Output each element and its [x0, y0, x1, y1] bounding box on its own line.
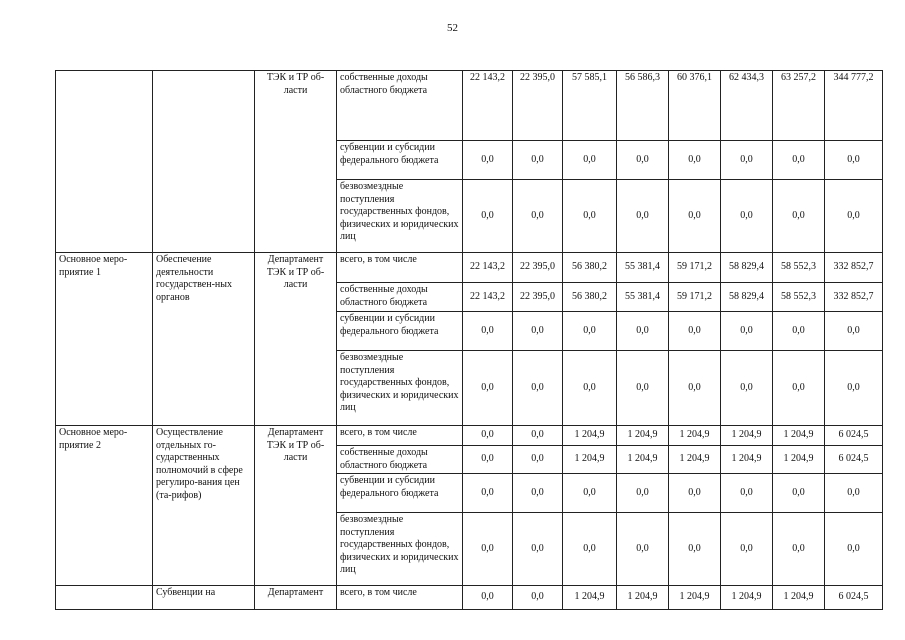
cell-value: 0,0 [617, 312, 669, 351]
cell-value: 0,0 [825, 180, 883, 253]
cell-value: 22 395,0 [513, 71, 563, 141]
cell-value: 1 204,9 [773, 446, 825, 474]
cell-value: 0,0 [513, 351, 563, 426]
cell-event [56, 586, 153, 610]
cell-value: 1 204,9 [721, 446, 773, 474]
cell-value: 0,0 [669, 513, 721, 586]
cell-value: 22 143,2 [463, 253, 513, 283]
cell-source: всего, в том числе [337, 426, 463, 446]
cell-source: всего, в том числе [337, 586, 463, 610]
cell-value: 0,0 [463, 312, 513, 351]
cell-executor: Департамент ТЭК и ТР об-ласти [255, 253, 337, 426]
cell-value: 0,0 [513, 586, 563, 610]
cell-value: 0,0 [513, 141, 563, 180]
cell-value: 0,0 [463, 586, 513, 610]
table-row [56, 253, 883, 283]
cell-value: 58 829,4 [721, 253, 773, 283]
budget-table [55, 70, 883, 610]
cell-source: безвозмездные поступления государственных фондов, физических и юридических лиц [337, 180, 463, 253]
cell-value: 57 585,1 [563, 71, 617, 141]
cell-source: безвозмездные поступления государственных фондов, физических и юридических лиц [337, 513, 463, 586]
cell-value: 1 204,9 [669, 446, 721, 474]
cell-value: 0,0 [563, 180, 617, 253]
cell-value: 0,0 [463, 141, 513, 180]
cell-value: 0,0 [563, 513, 617, 586]
cell-value: 0,0 [513, 513, 563, 586]
cell-source: субвенции и субсидии федерального бюджета [337, 474, 463, 513]
cell-value: 0,0 [825, 312, 883, 351]
cell-value: 0,0 [513, 446, 563, 474]
cell-value: 1 204,9 [617, 446, 669, 474]
cell-name: Субвенции на [153, 586, 255, 610]
cell-value: 58 552,3 [773, 283, 825, 312]
cell-value: 0,0 [773, 474, 825, 513]
page-number: 52 [447, 22, 458, 34]
cell-value: 0,0 [563, 474, 617, 513]
cell-value: 0,0 [773, 312, 825, 351]
cell-value: 0,0 [513, 312, 563, 351]
cell-value: 1 204,9 [721, 426, 773, 446]
cell-value: 56 586,3 [617, 71, 669, 141]
cell-value: 22 143,2 [463, 71, 513, 141]
cell-source: собственные доходы областного бюджета [337, 71, 463, 141]
cell-value: 332 852,7 [825, 253, 883, 283]
cell-value: 0,0 [669, 141, 721, 180]
cell-value: 1 204,9 [563, 426, 617, 446]
cell-value: 0,0 [513, 426, 563, 446]
cell-value: 0,0 [825, 141, 883, 180]
cell-value: 1 204,9 [617, 586, 669, 610]
cell-value: 6 024,5 [825, 426, 883, 446]
cell-name: Обеспечение деятельности государствен-ных органов [153, 253, 255, 426]
cell-value: 59 171,2 [669, 283, 721, 312]
cell-value: 0,0 [669, 351, 721, 426]
cell-source: субвенции и субсидии федерального бюджета [337, 312, 463, 351]
cell-value: 6 024,5 [825, 586, 883, 610]
cell-value: 0,0 [825, 474, 883, 513]
cell-value: 0,0 [617, 513, 669, 586]
cell-value: 0,0 [721, 180, 773, 253]
cell-value: 0,0 [669, 312, 721, 351]
cell-value: 59 171,2 [669, 253, 721, 283]
cell-value: 0,0 [825, 513, 883, 586]
cell-source: субвенции и субсидии федерального бюджета [337, 141, 463, 180]
cell-source: всего, в том числе [337, 253, 463, 283]
cell-event [56, 71, 153, 253]
cell-value: 0,0 [721, 312, 773, 351]
cell-value: 1 204,9 [773, 426, 825, 446]
cell-source: безвозмездные поступления государственных фондов, физических и юридических лиц [337, 351, 463, 426]
cell-value: 56 380,2 [563, 253, 617, 283]
cell-value: 0,0 [773, 513, 825, 586]
cell-name: Осуществление отдельных го-сударственных полномочий в сфере регулиро-вания цен (та-рифов) [153, 426, 255, 586]
cell-value: 0,0 [463, 474, 513, 513]
cell-value: 22 143,2 [463, 283, 513, 312]
cell-value: 0,0 [669, 474, 721, 513]
cell-value: 0,0 [463, 513, 513, 586]
cell-value: 1 204,9 [669, 586, 721, 610]
cell-value: 1 204,9 [617, 426, 669, 446]
table-body [56, 71, 883, 610]
cell-value: 55 381,4 [617, 283, 669, 312]
table-row [56, 426, 883, 446]
cell-value: 0,0 [463, 446, 513, 474]
cell-value: 0,0 [463, 426, 513, 446]
cell-value: 55 381,4 [617, 253, 669, 283]
cell-source: собственные доходы областного бюджета [337, 446, 463, 474]
cell-value: 58 552,3 [773, 253, 825, 283]
cell-value: 0,0 [669, 180, 721, 253]
cell-value: 0,0 [773, 351, 825, 426]
cell-value: 0,0 [721, 474, 773, 513]
cell-value: 0,0 [463, 180, 513, 253]
cell-value: 0,0 [463, 351, 513, 426]
cell-value: 0,0 [563, 312, 617, 351]
cell-value: 344 777,2 [825, 71, 883, 141]
table-row [56, 586, 883, 610]
cell-value: 0,0 [773, 180, 825, 253]
cell-value: 0,0 [721, 513, 773, 586]
cell-value: 0,0 [513, 180, 563, 253]
cell-value: 62 434,3 [721, 71, 773, 141]
cell-value: 0,0 [513, 474, 563, 513]
cell-value: 332 852,7 [825, 283, 883, 312]
cell-value: 58 829,4 [721, 283, 773, 312]
cell-source: собственные доходы областного бюджета [337, 283, 463, 312]
cell-value: 0,0 [825, 351, 883, 426]
cell-value: 0,0 [563, 351, 617, 426]
cell-value: 60 376,1 [669, 71, 721, 141]
cell-value: 1 204,9 [563, 586, 617, 610]
cell-event: Основное меро-приятие 1 [56, 253, 153, 426]
cell-name [153, 71, 255, 253]
cell-value: 1 204,9 [669, 426, 721, 446]
cell-value: 1 204,9 [563, 446, 617, 474]
cell-value: 0,0 [617, 180, 669, 253]
cell-value: 0,0 [617, 351, 669, 426]
cell-value: 1 204,9 [773, 586, 825, 610]
cell-value: 22 395,0 [513, 283, 563, 312]
cell-value: 0,0 [721, 141, 773, 180]
cell-value: 63 257,2 [773, 71, 825, 141]
cell-value: 0,0 [721, 351, 773, 426]
cell-value: 0,0 [617, 141, 669, 180]
cell-value: 6 024,5 [825, 446, 883, 474]
cell-executor: Департамент [255, 586, 337, 610]
cell-value: 0,0 [563, 141, 617, 180]
cell-value: 56 380,2 [563, 283, 617, 312]
cell-value: 0,0 [773, 141, 825, 180]
cell-value: 22 395,0 [513, 253, 563, 283]
cell-value: 0,0 [617, 474, 669, 513]
cell-event: Основное меро-приятие 2 [56, 426, 153, 586]
cell-value: 1 204,9 [721, 586, 773, 610]
table-row [56, 71, 883, 141]
cell-executor: ТЭК и ТР об-ласти [255, 71, 337, 253]
cell-executor: Департамент ТЭК и ТР об-ласти [255, 426, 337, 586]
